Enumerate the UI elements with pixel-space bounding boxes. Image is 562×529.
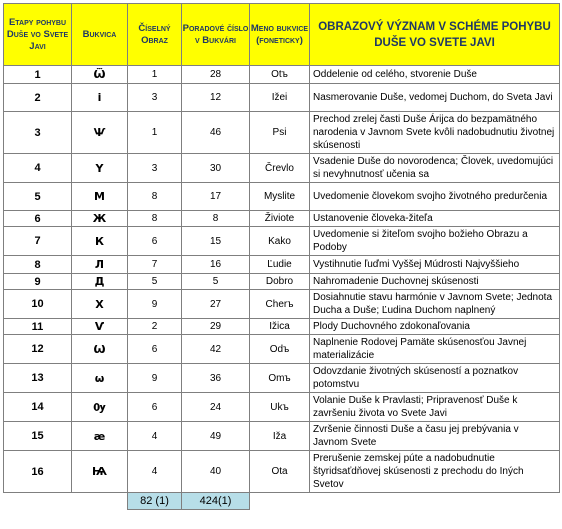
bukvica-glyph: Ѿ (72, 66, 128, 84)
ciselny-cell: 4 (128, 451, 182, 493)
meno-cell: Živiote (250, 211, 310, 227)
totals-empty-1 (4, 493, 72, 510)
table-row (4, 364, 560, 393)
table-row (4, 183, 560, 211)
header-bukvica: Bukvica (72, 4, 128, 66)
meno-cell: Omъ (250, 364, 310, 393)
meno-cell: Otъ (250, 66, 310, 84)
poradove-cell: 30 (182, 154, 250, 183)
header-row (4, 4, 560, 66)
total-ciselny: 82 (1) (128, 493, 182, 510)
table-row (4, 290, 560, 319)
ciselny-cell: 4 (128, 422, 182, 451)
stage-cell: 3 (4, 112, 72, 154)
poradove-cell: 36 (182, 364, 250, 393)
stage-cell: 13 (4, 364, 72, 393)
poradove-cell: 17 (182, 183, 250, 211)
ciselny-cell: 3 (128, 84, 182, 112)
stage-cell: 14 (4, 393, 72, 422)
bukvica-glyph: ѡ (72, 364, 128, 393)
vyznam-cell: Oddelenie od celého, stvorenie Duše (310, 66, 560, 84)
stage-cell: 8 (4, 256, 72, 274)
ciselny-cell: 3 (128, 154, 182, 183)
bukvica-glyph: Ѡ (72, 335, 128, 364)
ciselny-cell: 8 (128, 211, 182, 227)
poradove-cell: 27 (182, 290, 250, 319)
bukvica-glyph: Ү (72, 154, 128, 183)
meno-cell: Ota (250, 451, 310, 493)
table-row (4, 335, 560, 364)
stage-cell: 12 (4, 335, 72, 364)
poradove-cell: 8 (182, 211, 250, 227)
ciselny-cell: 5 (128, 274, 182, 290)
bukvica-glyph: Ѱ (72, 112, 128, 154)
vyznam-cell: Plody Duchovného zdokonaľovania (310, 319, 560, 335)
ciselny-cell: 1 (128, 66, 182, 84)
vyznam-cell: Nahromadenie Duchovnej skúsenosti (310, 274, 560, 290)
stage-cell: 4 (4, 154, 72, 183)
bukvica-glyph: Ж (72, 211, 128, 227)
meno-cell: Odъ (250, 335, 310, 364)
vyznam-cell: Vsadenie Duše do novorodenca; Človek, uvedomujúci si nevyhnutnosť učenia sa (310, 154, 560, 183)
total-poradove: 424(1) (182, 493, 250, 510)
meno-cell: Črevlo (250, 154, 310, 183)
table-row (4, 84, 560, 112)
table-row (4, 211, 560, 227)
bukvica-glyph: Ѹ (72, 393, 128, 422)
vyznam-cell: Volanie Duše k Pravlasti; Pripravenosť Duše k završeniu života vo Svete Javi (310, 393, 560, 422)
bukvica-glyph: М (72, 183, 128, 211)
ciselny-cell: 9 (128, 290, 182, 319)
ciselny-cell: 6 (128, 393, 182, 422)
ciselny-cell: 9 (128, 364, 182, 393)
table-row (4, 393, 560, 422)
poradove-cell: 16 (182, 256, 250, 274)
table-row (4, 66, 560, 84)
table-row (4, 319, 560, 335)
meno-cell: Ľudie (250, 256, 310, 274)
ciselny-cell: 2 (128, 319, 182, 335)
bukvica-glyph: Д (72, 274, 128, 290)
bukvica-glyph: Ѩ (72, 451, 128, 493)
ciselny-cell: 7 (128, 256, 182, 274)
meno-cell: Dobro (250, 274, 310, 290)
poradove-cell: 42 (182, 335, 250, 364)
header-stage: Etapy pohybu Duše vo Svete Javi (4, 4, 72, 66)
stage-cell: 7 (4, 227, 72, 256)
vyznam-cell: Odovzdanie životných skúseností a poznatkov potomstvu (310, 364, 560, 393)
poradove-cell: 46 (182, 112, 250, 154)
bukvica-glyph: Х (72, 290, 128, 319)
meno-cell: Psi (250, 112, 310, 154)
stage-cell: 11 (4, 319, 72, 335)
table-row (4, 256, 560, 274)
bukvica-table (3, 3, 560, 510)
table-row (4, 227, 560, 256)
header-poradove: Poradové číslo v Bukvári (182, 4, 250, 66)
poradove-cell: 12 (182, 84, 250, 112)
meno-cell: Ižei (250, 84, 310, 112)
poradove-cell: 28 (182, 66, 250, 84)
stage-cell: 6 (4, 211, 72, 227)
ciselny-cell: 8 (128, 183, 182, 211)
vyznam-cell: Nasmerovanie Duše, vedomej Duchom, do Sveta Javi (310, 84, 560, 112)
table-body (4, 66, 560, 493)
stage-cell: 10 (4, 290, 72, 319)
vyznam-cell: Dosiahnutie stavu harmónie v Javnom Svete; Jednota Ducha a Duše; Ľudina Duchom naplnený (310, 290, 560, 319)
meno-cell: Cherъ (250, 290, 310, 319)
totals-empty-2 (72, 493, 128, 510)
table-row (4, 274, 560, 290)
stage-cell: 1 (4, 66, 72, 84)
stage-cell: 16 (4, 451, 72, 493)
poradove-cell: 49 (182, 422, 250, 451)
stage-cell: 5 (4, 183, 72, 211)
table-row (4, 154, 560, 183)
ciselny-cell: 6 (128, 227, 182, 256)
ciselny-cell: 1 (128, 112, 182, 154)
vyznam-cell: Prerušenie zemskej púte a nadobudnutie štyridsaťdňovej skúsenosti z prechodu do Iných Svetov (310, 451, 560, 493)
header-meno: Meno bukvice (foneticky) (250, 4, 310, 66)
ciselny-cell: 6 (128, 335, 182, 364)
bukvica-glyph: Ѵ (72, 319, 128, 335)
header-vyznam: OBRAZOVÝ VÝZNAM V SCHÉME POHYBU DUŠE VO SVETE JAVI (310, 4, 560, 66)
table-row (4, 112, 560, 154)
poradove-cell: 24 (182, 393, 250, 422)
bukvica-glyph: æ (72, 422, 128, 451)
meno-cell: Ukъ (250, 393, 310, 422)
vyznam-cell: Uvedomenie si žiteľom svojho božieho Obrazu a Podoby (310, 227, 560, 256)
vyznam-cell: Uvedomenie človekom svojho životného predurčenia (310, 183, 560, 211)
stage-cell: 2 (4, 84, 72, 112)
stage-cell: 15 (4, 422, 72, 451)
table-row (4, 451, 560, 493)
bukvica-glyph: К (72, 227, 128, 256)
vyznam-cell: Naplnenie Rodovej Pamäte skúsenosťou Javnej materializácie (310, 335, 560, 364)
totals-empty-3 (250, 493, 310, 510)
vyznam-cell: Ustanovenie človeka-žiteľa (310, 211, 560, 227)
meno-cell: Myslite (250, 183, 310, 211)
meno-cell: Kako (250, 227, 310, 256)
poradove-cell: 29 (182, 319, 250, 335)
poradove-cell: 15 (182, 227, 250, 256)
vyznam-cell: Prechod zrelej časti Duše Árijca do bezpamätného narodenia v Javnom Svete kvôli nadobudnutiu životnej skúsenosti (310, 112, 560, 154)
vyznam-cell: Zvršenie činnosti Duše a času jej prebývania v Javnom Svete (310, 422, 560, 451)
meno-cell: Ižica (250, 319, 310, 335)
poradove-cell: 5 (182, 274, 250, 290)
bukvica-glyph: Л (72, 256, 128, 274)
meno-cell: Iža (250, 422, 310, 451)
totals-empty-4 (310, 493, 560, 510)
header-ciselny: Číselný Obraz (128, 4, 182, 66)
stage-cell: 9 (4, 274, 72, 290)
vyznam-cell: Vystihnutie ľuďmi Vyššej Múdrosti Najvyššieho (310, 256, 560, 274)
poradove-cell: 40 (182, 451, 250, 493)
table-row (4, 422, 560, 451)
bukvica-glyph: і (72, 84, 128, 112)
totals-row (4, 493, 560, 510)
